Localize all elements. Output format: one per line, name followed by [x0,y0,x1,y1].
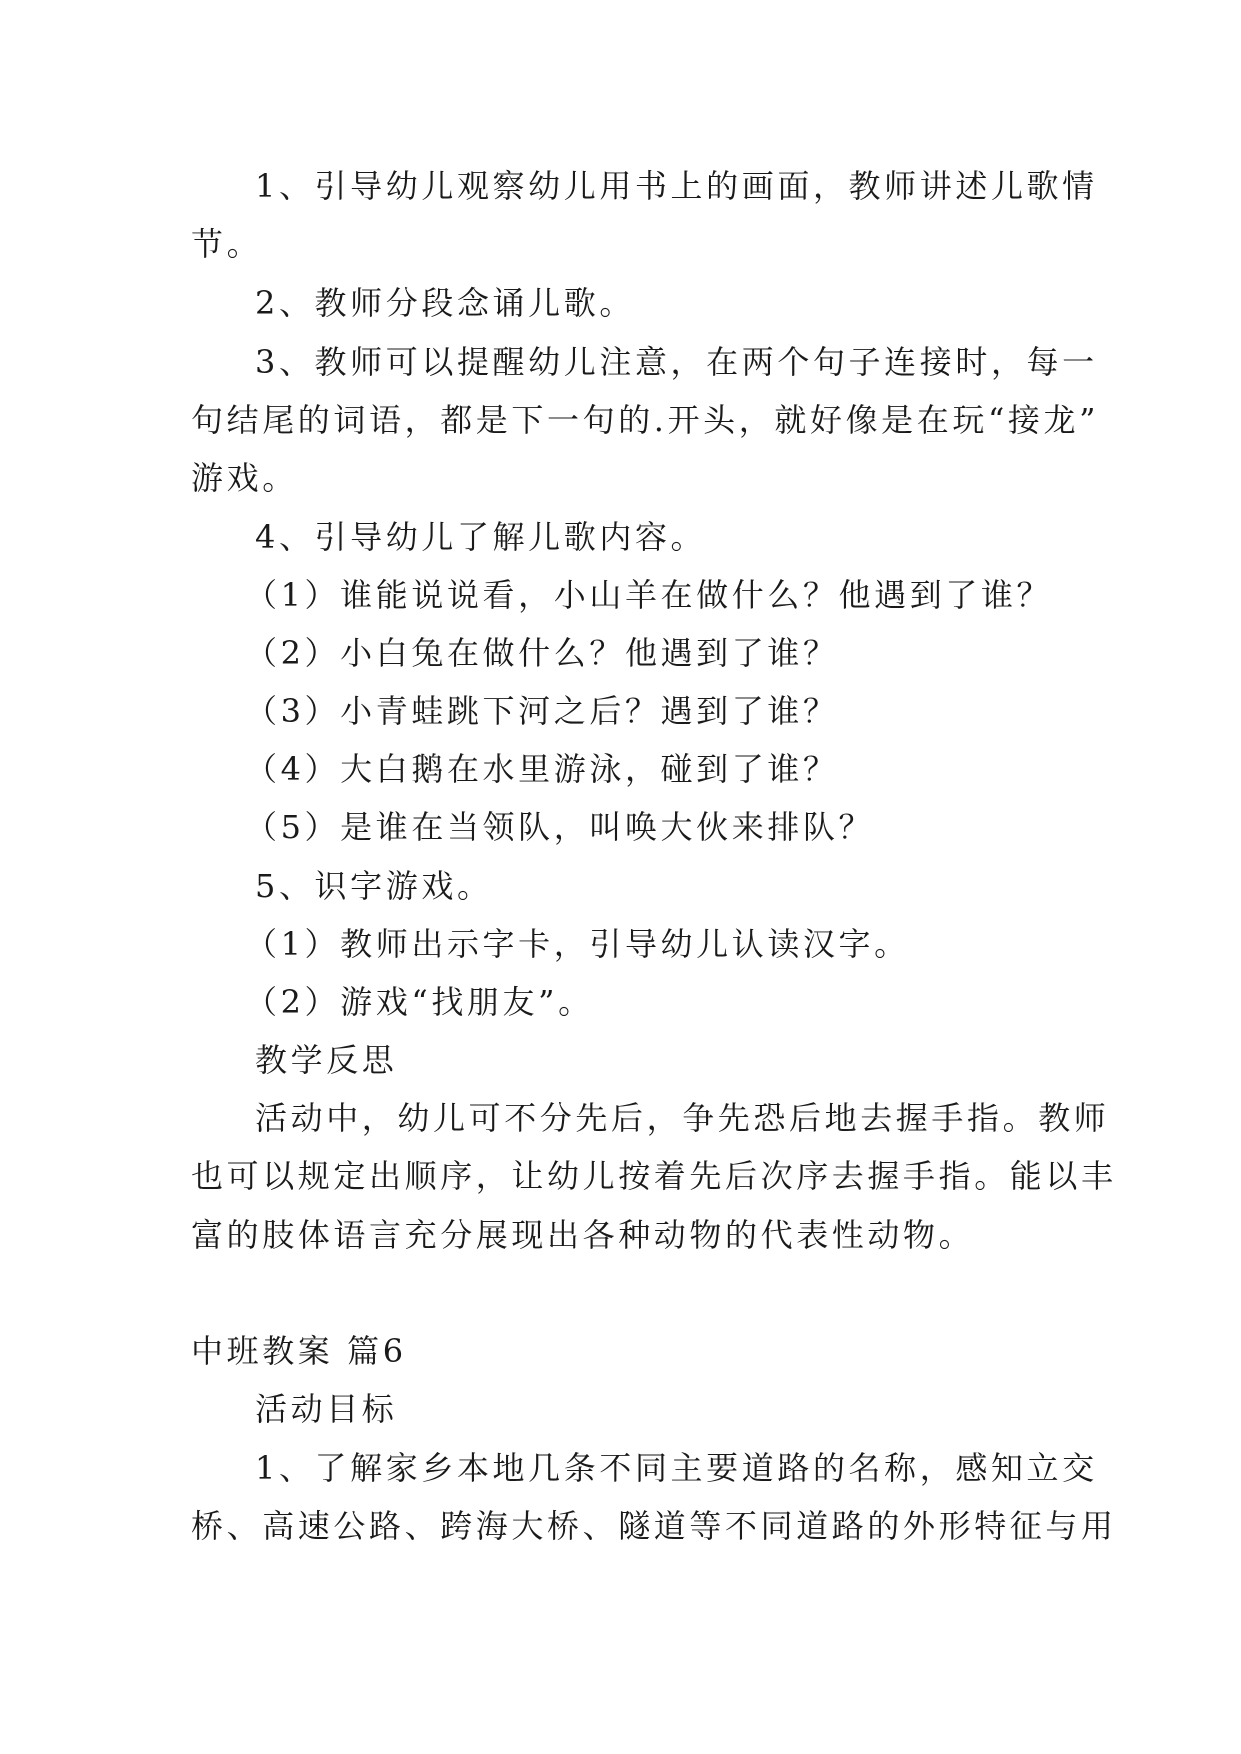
section-title: 中班教案 篇6 [191,1332,407,1370]
list-item: （2）游戏“找朋友”。 [245,983,594,1021]
paragraph-line: 3、教师可以提醒幼儿注意，在两个句子连接时，每一 [255,343,1098,381]
paragraph-line: 5、识字游戏。 [255,867,493,905]
paragraph-line: 1、引导幼儿观察幼儿用书上的画面，教师讲述儿歌情 [255,167,1098,205]
paragraph-line: 4、引导幼儿了解儿歌内容。 [255,518,707,556]
list-item: （2）小白兔在做什么？他遇到了谁？ [245,634,839,672]
paragraph-line: 桥、高速公路、跨海大桥、隧道等不同道路的外形特征与用 [191,1507,1117,1545]
paragraph-line: 活动中，幼儿可不分先后，争先恐后地去握手指。教师 [255,1099,1110,1137]
list-item: （4）大白鹅在水里游泳，碰到了谁？ [245,750,839,788]
paragraph-line: 句结尾的词语，都是下一句的.开头，就好像是在玩“接龙” [191,401,1100,439]
list-item: （1）谁能说说看，小山羊在做什么？他遇到了谁？ [245,576,1053,614]
list-item: （1）教师出示字卡，引导幼儿认读汉字。 [245,925,910,963]
paragraph-line: 1、了解家乡本地几条不同主要道路的名称，感知立交 [255,1449,1098,1487]
paragraph-line: 也可以规定出顺序，让幼儿按着先后次序去握手指。能以丰 [191,1157,1117,1195]
section-heading: 活动目标 [255,1390,398,1428]
section-heading: 教学反思 [255,1041,398,1079]
paragraph-line: 2、教师分段念诵儿歌。 [255,284,635,322]
list-item: （5）是谁在当领队，叫唤大伙来排队？ [245,808,875,846]
paragraph-line: 节。 [191,225,263,263]
paragraph-line: 游戏。 [191,459,298,497]
list-item: （3）小青蛙跳下河之后？遇到了谁？ [245,692,839,730]
paragraph-line: 富的肢体语言充分展现出各种动物的代表性动物。 [191,1216,975,1254]
